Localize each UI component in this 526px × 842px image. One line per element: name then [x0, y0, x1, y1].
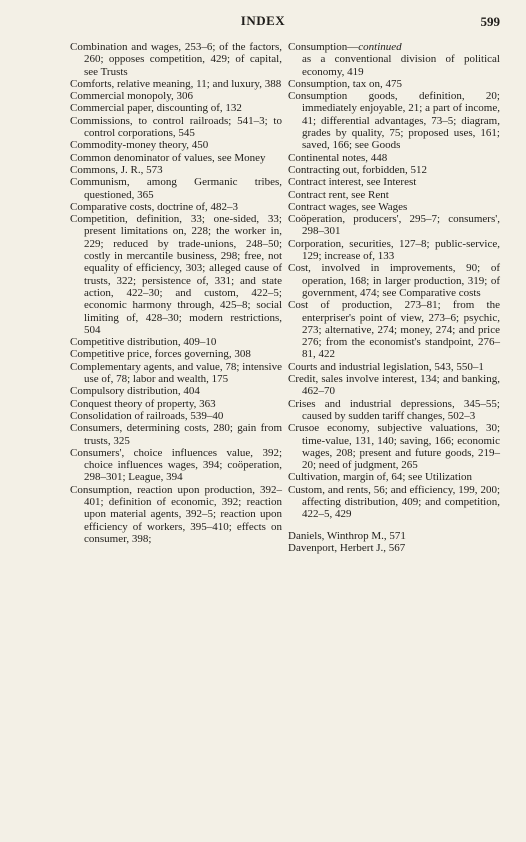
index-entry: Consolidation of railroads, 539–40	[70, 409, 224, 422]
index-entry: Cultivation, margin of, 64; see Utilization	[288, 471, 473, 484]
index-entry: Crusoe economy, subjective valuations, 30; time-value, 131, 140; saving, 166; economic wages, 208; present and future goods, 219–20; need of judgment, 265	[288, 422, 500, 472]
index-entry: Commissions, to control railroads; 541–3; to control corporations, 545	[70, 114, 282, 140]
index-entry: Competitive distribution, 409–10	[70, 336, 217, 349]
index-entry: Consumption, reaction upon production, 392–401; definition of economic, 392; reaction upon material agents, 392–5; reaction upon efficiency of workers, 395–410; effects on consumer, 398;	[70, 483, 282, 545]
index-entry: Crises and industrial depressions, 345–55; caused by sudden tariff changes, 502–3	[288, 397, 500, 422]
index-entry: Commercial paper, discounting of, 132	[70, 102, 242, 115]
index-entry: Daniels, Winthrop M., 571	[288, 529, 406, 542]
index-entry: Complementary agents, and value, 78; intensive use of, 78; labor and wealth, 175	[70, 360, 282, 386]
index-entry: Contracting out, forbidden, 512	[288, 163, 428, 176]
index-entry: Credit, sales involve interest, 134; and banking, 462–70	[288, 373, 500, 398]
index-entry: Conquest theory of property, 363	[70, 397, 216, 410]
left-column	[70, 41, 282, 545]
index-entry: Contract wages, see Wages	[288, 200, 408, 213]
index-entry: Communism, among Germanic tribes, questioned, 365	[70, 176, 282, 201]
continued-label: continued	[358, 41, 402, 53]
page-title: INDEX	[240, 13, 286, 28]
index-entry: Comforts, relative meaning, 11; and luxury, 388	[70, 77, 282, 90]
index-entry: Coöperation, producers', 295–7; consumers', 298–301	[288, 213, 500, 238]
index-entry: Davenport, Herbert J., 567	[288, 541, 406, 554]
index-entry: Combination and wages, 253–6; of the factors, 260; opposes competition, 429; of capital, see Trusts	[70, 41, 282, 78]
index-entry: Continental notes, 448	[288, 151, 388, 164]
index-entry: Comparative costs, doctrine of, 482–3	[70, 200, 239, 213]
index-entry: Consumers', choice influences value, 392; choice influences wages, 394; coöperation, 298–301; League, 394	[70, 446, 282, 484]
index-entry: Commons, J. R., 573	[70, 163, 163, 176]
index-entry: Contract interest, see Interest	[288, 176, 417, 189]
index-entry: Custom, and rents, 56; and efficiency, 199, 200; affecting distribution, 409; and competition, 422–5, 429	[288, 483, 500, 521]
letter-gap	[288, 521, 500, 530]
index-entry: Commodity-money theory, 450	[70, 139, 209, 152]
index-entry: Compulsory distribution, 404	[70, 385, 200, 398]
index-entry: Contract rent, see Rent	[288, 188, 389, 201]
index-entry: Competition, definition, 33; one-sided, 33; present limitations on, 228; the worker in, 229; reduced by trade-unions, 248–50; costly in mercantile business, 298; free, not equality of efficiency, 303; alleged cause of trusts, 322; persistence of, 331; and state action, 422–30; and custom, 422–5; economic harmony through, 425–8; social limiting of, 428–30; modern restrictions, 504	[70, 213, 282, 336]
index-entry: Courts and industrial legislation, 543, 550–1	[288, 360, 484, 373]
right-column	[288, 41, 500, 554]
index-entry: Competitive price, forces governing, 308	[70, 348, 251, 361]
index-entry: Corporation, securities, 127–8; public-service, 129; increase of, 133	[288, 237, 500, 263]
index-entry: Cost of production, 273–81; from the enterpriser's point of view, 273–6; psychic, 273; alternative, 274; money, 274; and price 276; from the economist's standpoint, 276–81, 422	[288, 299, 500, 361]
index-entry: Consumers, determining costs, 280; gain from trusts, 325	[70, 422, 282, 447]
index-subentry: as a conventional division of political economy, 419	[302, 53, 500, 78]
index-entry: Cost, involved in improvements, 90; of operation, 168; in larger production, 319; of government, 474; see Comparative costs	[288, 262, 500, 299]
index-entry: Consumption, tax on, 475	[288, 77, 402, 90]
index-entry: Commercial monopoly, 306	[70, 90, 194, 103]
page-header	[0, 13, 526, 31]
page-number: 599	[480, 14, 500, 29]
index-entry: Common denominator of values, see Money	[70, 151, 266, 164]
continued-heading: Consumption—	[288, 41, 359, 53]
index-entry-continued	[288, 41, 500, 53]
index-entry: Consumption goods, definition, 20; immediately enjoyable, 21; a part of income, 41; differential advantages, 73–5; diagram, grades by quality, 75; proposed uses, 161; saved, 166; see Goods	[288, 90, 500, 152]
